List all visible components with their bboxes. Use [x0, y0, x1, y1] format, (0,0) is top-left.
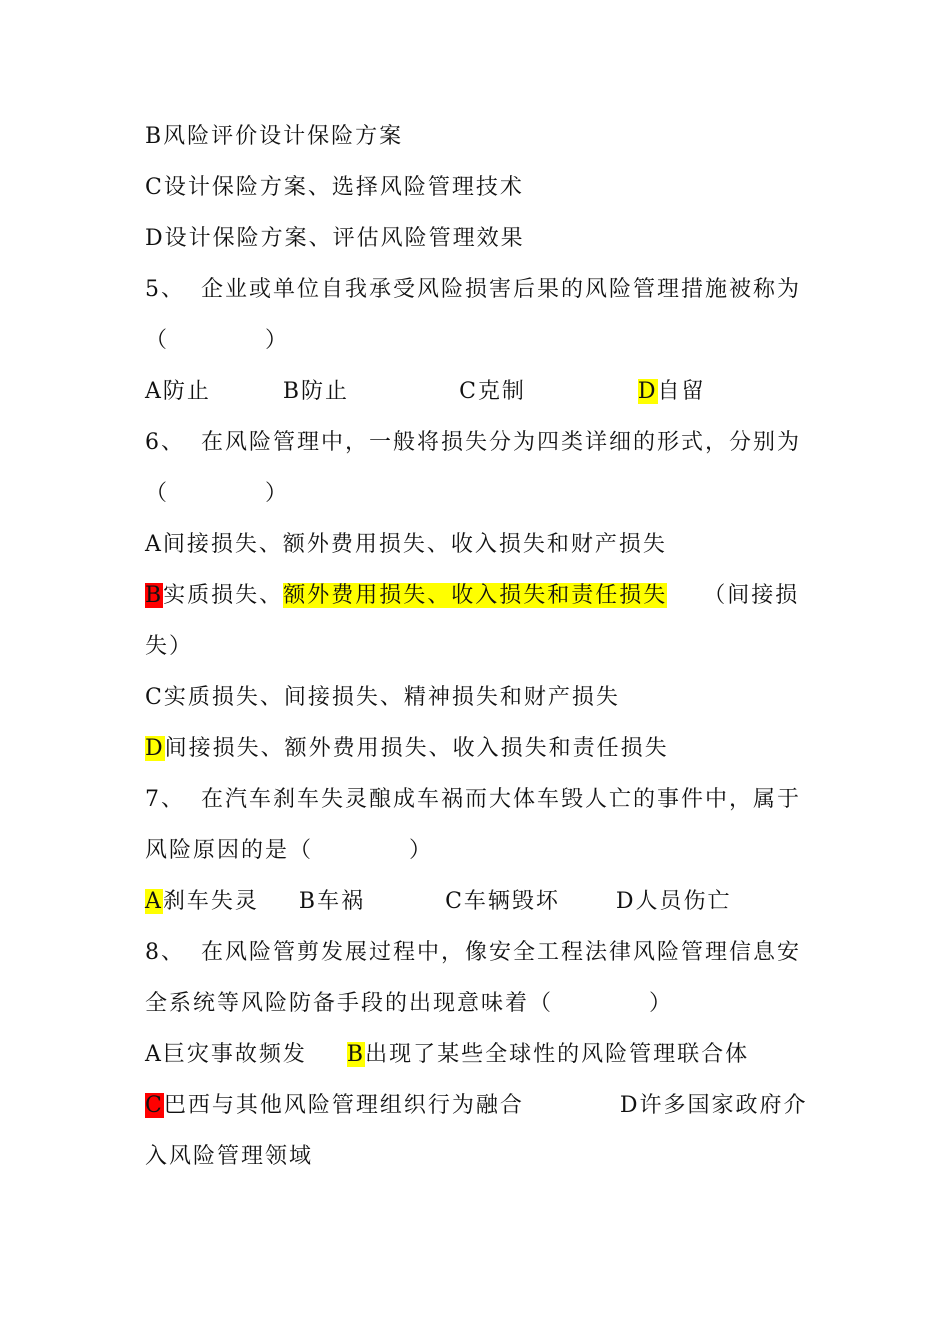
option-d: D许多国家政府介	[619, 1093, 808, 1118]
option-text: 实质损失、	[163, 583, 284, 608]
question-number: 8、	[145, 940, 185, 965]
option-text: 入风险管理领域	[145, 1144, 314, 1169]
option-a: A巨灾事故频发	[145, 1042, 307, 1067]
question-7-cont	[145, 837, 433, 865]
option-c: C车辆毁坏	[445, 889, 560, 914]
question-text: 在风险管剪发展过程中，像安全工程法律风险管理信息安	[201, 940, 802, 965]
option-d-letter-highlighted: D	[637, 379, 658, 404]
option-a: A防止	[145, 379, 211, 404]
question-7	[145, 786, 801, 814]
option-text: C实质损失、间接损失、精神损失和财产损失	[145, 685, 620, 710]
option-text: B风险评价设计保险方案	[145, 124, 404, 149]
question-5	[145, 276, 801, 304]
option-b-text: 出现了某些全球性的风险管理联合体	[365, 1042, 750, 1067]
option-c-q4	[145, 174, 524, 202]
option-text: 间接损失、额外费用损失、收入损失和责任损失	[164, 736, 669, 761]
question-text: 在汽车刹车失灵酿成车祸而大体车毁人亡的事件中，属于	[201, 787, 802, 812]
option-d: D人员伤亡	[615, 889, 732, 914]
option-text: A间接损失、额外费用损失、收入损失和财产损失	[145, 532, 667, 557]
option-d-letter-highlighted: D	[145, 736, 165, 761]
option-note: （间接损	[703, 583, 800, 608]
question-8-options-ab	[145, 1041, 749, 1069]
question-number: 5、	[145, 277, 185, 302]
option-text: D设计保险方案、评估风险管理效果	[145, 226, 525, 251]
question-text: 在风险管理中，一般将损失分为四类详细的形式，分别为	[201, 430, 802, 455]
question-8-cont	[145, 990, 673, 1018]
option-b: B车祸	[298, 889, 366, 914]
question-6-option-b	[145, 582, 799, 610]
question-5-paren	[145, 327, 289, 355]
question-6-option-b-cont	[145, 633, 193, 661]
question-6-option-d	[145, 735, 669, 763]
question-text: 企业或单位自我承受风险损害后果的风险管理措施被称为	[201, 277, 802, 302]
question-8-options-cd	[145, 1092, 808, 1120]
question-number: 7、	[145, 787, 185, 812]
option-note: 失）	[145, 634, 194, 659]
option-b-letter-highlighted: B	[346, 1042, 366, 1067]
option-c: C克制	[459, 379, 526, 404]
question-6-option-c	[145, 684, 620, 712]
question-7-options	[145, 888, 732, 916]
question-8-option-d-cont	[145, 1143, 313, 1171]
question-text: 风险原因的是（ ）	[145, 838, 434, 863]
question-number: 6、	[145, 430, 185, 455]
question-text: 全系统等风险防备手段的出现意味着（ ）	[145, 991, 674, 1016]
option-a-letter-highlighted: A	[145, 889, 163, 914]
question-6	[145, 429, 801, 457]
option-b-q4	[145, 123, 403, 151]
question-8	[145, 939, 801, 967]
option-b-letter-highlighted: B	[145, 583, 164, 608]
option-text-highlighted: 额外费用损失、收入损失和责任损失	[283, 583, 668, 608]
answer-blank: （ ）	[145, 328, 290, 353]
option-b: B防止	[282, 379, 350, 404]
question-6-option-a	[145, 531, 667, 559]
option-c-letter-highlighted: C	[145, 1093, 164, 1118]
option-a-text: 刹车失灵	[162, 889, 259, 914]
question-6-paren	[145, 480, 289, 508]
option-d-text: 自留	[657, 379, 706, 404]
option-d-q4	[145, 225, 525, 253]
question-5-options	[145, 378, 706, 406]
answer-blank: （ ）	[145, 481, 290, 506]
option-c-text: 巴西与其他风险管理组织行为融合	[163, 1093, 524, 1118]
option-text: C设计保险方案、选择风险管理技术	[145, 175, 524, 200]
